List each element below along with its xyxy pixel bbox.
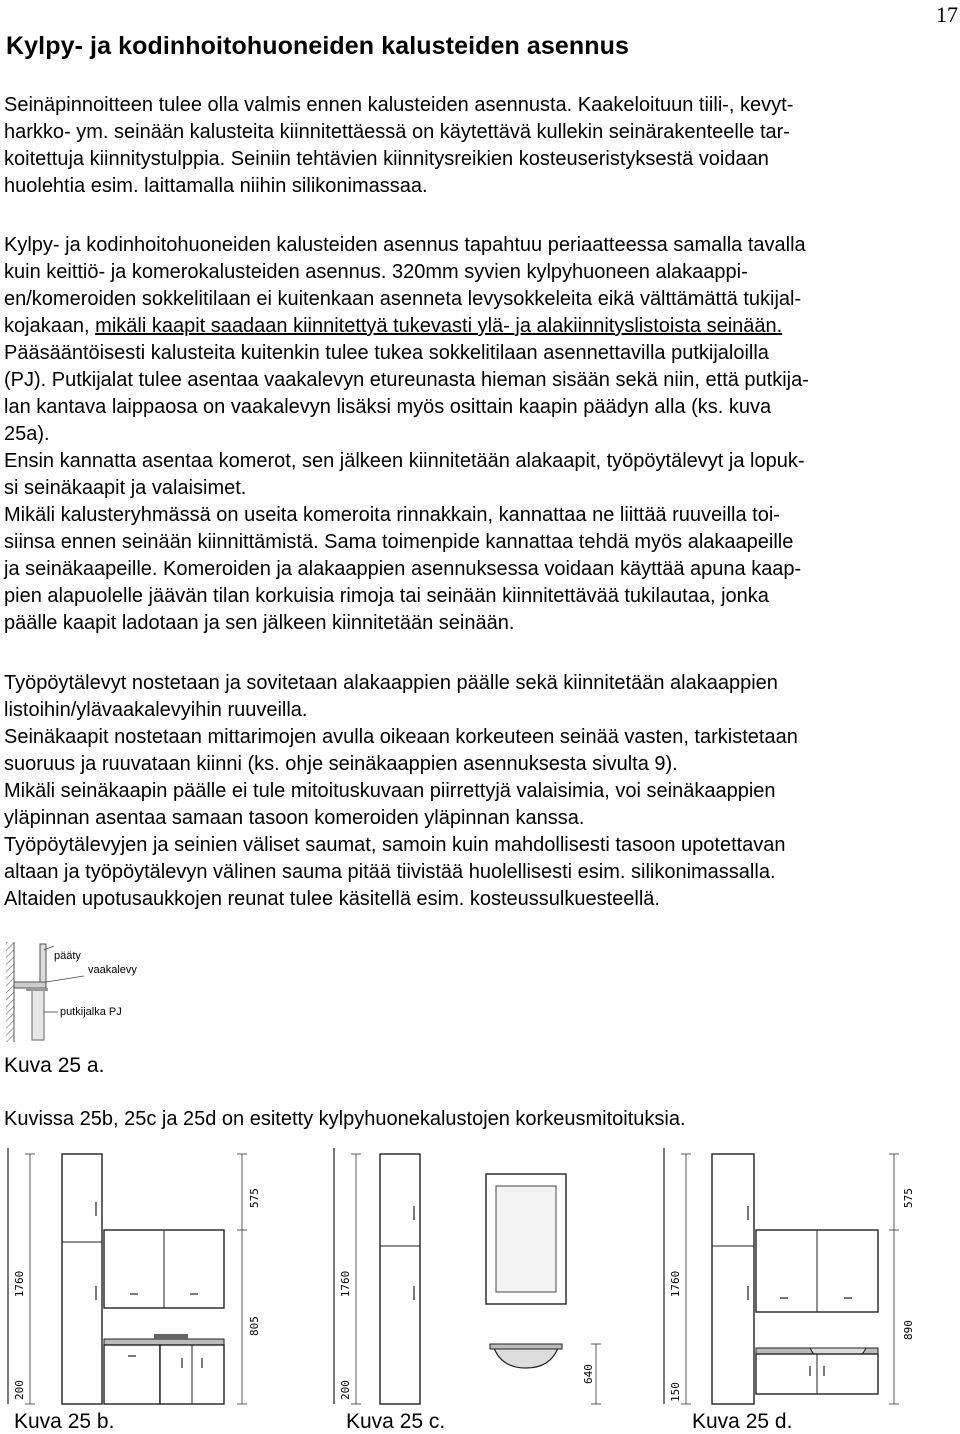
wall-hatch: [6, 942, 14, 1042]
figure-25a: [4, 938, 154, 1048]
text-line: [4, 313, 954, 340]
text-line: si seinäkaapit ja valaisimet.: [4, 477, 247, 499]
caption-25a: Kuva 25 a.: [4, 1054, 105, 1077]
text-line: harkko- ym. seinään kalusteita kiinnitettäessä on käytettävä kullekin seinärakenteelle tar-: [4, 121, 790, 143]
text-line: Ensin kannatta asentaa komerot, sen jälkeen kiinnitetään alakaapit, työpöytälevyt ja lopuk-: [4, 450, 805, 472]
text-line: Seinäpinnoitteen tulee olla valmis ennen kalusteiden asennusta. Kaakeloituun tiili-, kevyt-: [4, 94, 794, 116]
text-line: (PJ). Putkijalat tulee asentaa vaakalevyn etureunasta hieman sisään sekä niin, että putkija-: [4, 369, 809, 391]
tall-cabinet: [380, 1154, 420, 1404]
figure-25d: [660, 1146, 956, 1408]
paragraph-3: [4, 670, 954, 913]
underlined-text: mikäli kaapit saadaan kiinnitettyä tukevasti ylä- ja alakiinnityslistoista seinään.: [95, 315, 783, 337]
leg-flange: [26, 988, 48, 991]
text-line: Kylpy- ja kodinhoitohuoneiden kalusteiden asennus tapahtuu periaatteessa samalla tavalla: [4, 234, 806, 256]
caption-25c: Kuva 25 c.: [346, 1410, 446, 1433]
text-line: koitettuja kiinnitystulppia. Seiniin tehtävien kiinnitysreikien kosteuseristyksestä voidaan: [4, 148, 769, 170]
text-line: Seinäkaapit nostetaan mittarimojen avulla oikeaan korkeuteen seinää vasten, tarkistetaan: [4, 726, 798, 748]
worktop: [104, 1339, 224, 1345]
text-line: Pääsääntöisesti kalusteita kuitenkin tulee tukea sokkelitilaan asennettavilla putkijaloilla: [4, 342, 769, 364]
label-paaty: pääty: [54, 950, 81, 962]
text-line: Mikäli seinäkaapin päälle ei tule mitoituskuvaan piirrettyjä valaisimia, voi seinäkaappien: [4, 780, 776, 802]
dim-200: 200: [13, 1380, 26, 1400]
text-line: 25a).: [4, 423, 50, 445]
pipe-leg: [32, 988, 44, 1040]
text-line: huolehtia esim. laittamalla niihin silikonimassaa.: [4, 175, 428, 197]
dim-150: 150: [669, 1382, 682, 1402]
figure-25b: [4, 1146, 304, 1408]
text-line: siinsa ennen seinään kiinnittämistä. Sama toimenpide kannattaa tehdä myös alakaapeille: [4, 531, 794, 553]
text-line: kuin keittiö- ja komerokalusteiden asennus. 320mm syvien kylpyhuoneen alakaappi-: [4, 261, 748, 283]
dim-640: 640: [582, 1364, 595, 1384]
text-line: päälle kaapit ladotaan ja sen jälkeen kiinnitetään seinään.: [4, 612, 515, 634]
text-line: pien alapuolelle jäävän tilan korkuisia rimoja tai seinään kiinnitettävää tukilautaa, jonka: [4, 585, 769, 607]
mirror: [496, 1186, 556, 1292]
figures-intro: [4, 1106, 954, 1133]
label-putkijalka: putkijalka PJ: [60, 1006, 122, 1018]
text-line: Mikäli kalusteryhmässä on useita komeroita rinnakkain, kannattaa ne liittää ruuveilla toi-: [4, 504, 780, 526]
text-line: Työpöytälevyt nostetaan ja sovitetaan alakaappien päälle sekä kiinnitetään alakaappien: [4, 672, 778, 694]
end-panel: [40, 944, 46, 988]
text-line: Kuvissa 25b, 25c ja 25d on esitetty kylpyhuonekalustojen korkeusmitoituksia.: [4, 1108, 686, 1130]
washbasin: [494, 1348, 558, 1368]
basin-top: [490, 1344, 562, 1349]
paragraph-1: [4, 92, 954, 200]
figure-25c: [330, 1146, 630, 1408]
hob: [154, 1334, 188, 1339]
dim-575: 575: [902, 1188, 915, 1208]
dim-1760: 1760: [339, 1270, 352, 1298]
tall-cabinet: [712, 1154, 754, 1404]
dim-575: 575: [248, 1188, 261, 1208]
label-vaakalevy: vaakalevy: [88, 964, 137, 976]
text-line: en/komeroiden sokkelitilaan ei kuitenkaan asenneta levysokkeleita eikä välttämättä tukijal-: [4, 288, 802, 310]
text-line: ja seinäkaapeille. Komeroiden ja alakaappien asennuksessa voidaan käyttää apuna kaap-: [4, 558, 802, 580]
text-line: listoihin/ylävaakalevyihin ruuveilla.: [4, 699, 308, 721]
dim-890: 890: [902, 1320, 915, 1340]
dim-200: 200: [339, 1380, 352, 1400]
text-line: Altaiden upotusaukkojen reunat tulee käsitellä esim. kosteussulkuesteellä.: [4, 888, 660, 910]
page-title: Kylpy- ja kodinhoitohuoneiden kalusteiden asennus: [6, 32, 630, 60]
caption-25d: Kuva 25 d.: [692, 1410, 793, 1433]
text-line: lan kantava laippaosa on vaakalevyn lisäksi myös osittain kaapin päädyn alla (ks. kuva: [4, 396, 772, 418]
dim-1760: 1760: [13, 1270, 26, 1298]
tall-cabinet: [62, 1154, 102, 1404]
text-line: suoruus ja ruuvataan kiinni (ks. ohje seinäkaappien asennuksesta sivulta 9).: [4, 753, 678, 775]
dim-805: 805: [248, 1316, 261, 1336]
horizontal-panel: [14, 982, 46, 988]
page-number: 17: [936, 2, 958, 27]
paragraph-2: [4, 232, 954, 637]
dim-1760: 1760: [669, 1270, 682, 1298]
text-line: yläpinnan asentaa samaan tasoon komeroiden yläpinnan kanssa.: [4, 807, 585, 829]
caption-25b: Kuva 25 b.: [14, 1410, 115, 1433]
text-line: altaan ja työpöytälevyn välinen sauma pitää tiivistää huolellisesti esim. silikonimassalla.: [4, 861, 776, 883]
text-segment: kojakaan,: [4, 315, 96, 337]
base-cabinet: [104, 1345, 160, 1404]
text-line: Työpöytälevyjen ja seinien väliset saumat, samoin kuin mahdollisesti tasoon upotettavan: [4, 834, 786, 856]
